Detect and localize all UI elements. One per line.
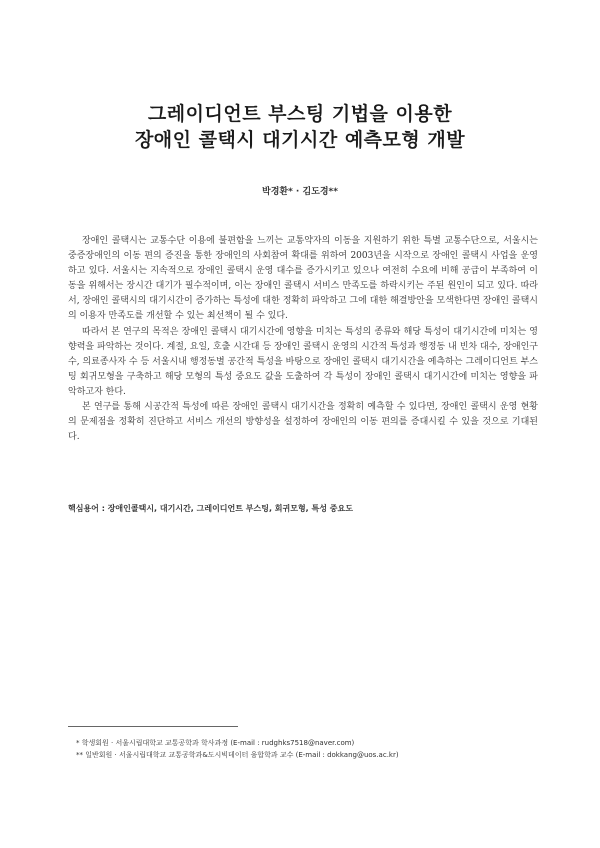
keywords-label: 핵심용어 :: [68, 504, 108, 513]
footnote-divider: [68, 726, 238, 727]
title-line-2: 장애인 콜택시 대기시간 예측모형 개발: [134, 129, 466, 151]
paper-title: [0, 101, 600, 153]
author-list: 박경환* · 김도경**: [262, 187, 338, 197]
keywords: [68, 503, 538, 514]
abstract-paragraph-3: 본 연구를 통해 시공간적 특성에 따른 장애인 콜택시 대기시간을 정확히 예측할 수 있다면, 장애인 콜택시 운영 현황의 문제점을 정확히 진단하고 서비스 개선의 방향성을 설정하여 장애인의 이동 편의를 증대시킬 수 있을 것으로 기대된다.: [68, 402, 538, 443]
abstract-paragraph-2: 따라서 본 연구의 목적은 장애인 콜택시 대기시간에 영향을 미치는 특성의 종류와 해당 특성이 대기시간에 미치는 영향력을 파악하는 것이다. 계절, 요일, 호출 시간대 등 장애인 콜택시 운영의 시간적 특성과 행정동 내 빈차 대수, 장애인구 수, 의료종사자 수 등 서울시내 행정동별 공간적 특성을 바탕으로 장애인 콜택시 대기시간을 예측하는 그레이디언트 부스팅 회귀모형을 구축하고 해당 모형의 특성 중요도 값을 도출하여 각 특성이 장애인 콜택시 대기시간에 미치는 영향을 파악하고자 한다.: [68, 326, 538, 397]
footnote-2: ** 일반회원 · 서울시립대학교 교통공학과&도시빅데이터 융합학과 교수 (E-mail : dokkang@uos.ac.kr): [76, 750, 399, 759]
abstract: [68, 234, 538, 445]
abstract-paragraph-1: 장애인 콜택시는 교통수단 이용에 불편함을 느끼는 교통약자의 이동을 지원하기 위한 특별 교통수단으로, 서울시는 중증장애인의 이동 편의 증진을 통한 장애인의 사회참여 확대를 위하여 2003년을 시작으로 장애인 콜택시 사업을 운영하고 있다. 서울시는 지속적으로 장애인 콜택시 운영 대수를 증가시키고 있으나 여전히 수요에 비해 공급이 부족하여 이동을 위해서는 장시간 대기가 필수적이며, 이는 장애인 콜택시 서비스 만족도를 하락시키는 주된 원인이 되고 있다. 따라서, 장애인 콜택시의 대기시간이 증가하는 특성에 대한 정확히 파악하고 그에 대한 해결방안을 모색한다면 장애인 콜택시의 이용자 만족도를 개선할 수 있는 최선책이 될 수 있다.: [68, 236, 538, 322]
title-line-1: 그레이디언트 부스팅 기법을 이용한: [147, 103, 453, 125]
keywords-terms: 장애인콜택시, 대기시간, 그레이디언트 부스팅, 회귀모형, 특성 중요도: [107, 504, 353, 513]
footnote-1: * 학생회원 · 서울시립대학교 교통공학과 학사과정 (E-mail : rudghks7518@naver.com): [76, 739, 355, 747]
footnotes: [76, 738, 536, 761]
